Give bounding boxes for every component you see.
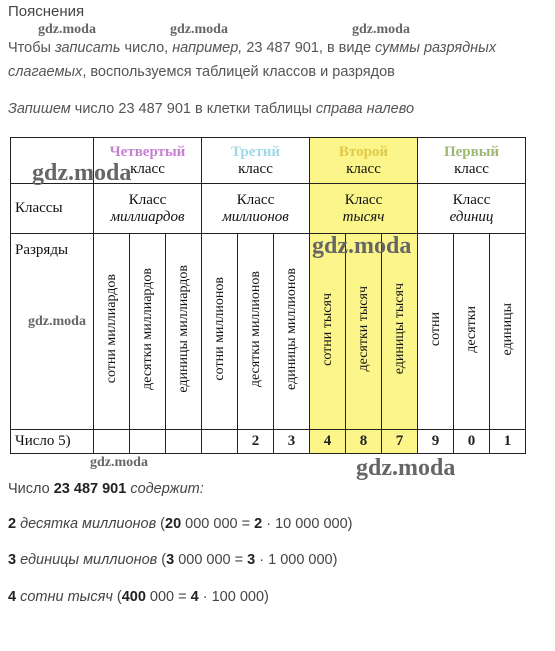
- write-line: Запишем число 23 487 901 в клетки таблицы справа налево: [8, 101, 415, 117]
- intro-line-1: Чтобы записать число, например, 23 487 901, в виде суммы разрядных: [8, 40, 497, 56]
- digit-cell: 1: [490, 430, 526, 454]
- ranks-label: Разряды: [11, 234, 94, 430]
- watermark: gdz.moda: [32, 160, 132, 186]
- result-line-1: Число 23 487 901 содержит:: [8, 481, 204, 497]
- top-class-3: Третий класс: [202, 138, 310, 184]
- top-class-2: Второй класс: [310, 138, 418, 184]
- digit-cell: [202, 430, 238, 454]
- class-thousands: Класс тысяч: [310, 184, 418, 234]
- classes-label: Классы: [11, 184, 94, 234]
- watermark: gdz.moda: [90, 455, 148, 470]
- digit-cell: [166, 430, 202, 454]
- digit-cell: 0: [454, 430, 490, 454]
- number-row: [11, 430, 526, 454]
- class-names-row: [11, 184, 526, 234]
- digit-cell: 9: [418, 430, 454, 454]
- class-billions: Класс миллиардов: [94, 184, 202, 234]
- top-class-4: Четвертый класс: [94, 138, 202, 184]
- rank-cell: сотни миллионов: [202, 234, 238, 430]
- digit-cell: 7: [382, 430, 418, 454]
- digit-cell: [130, 430, 166, 454]
- watermark: gdz.moda: [170, 22, 228, 37]
- watermark: gdz.moda: [356, 455, 456, 481]
- number-label: Число 5): [11, 430, 94, 454]
- result-line-4: 4 сотни тысяч (400 000 = 4 · 100 000): [8, 589, 269, 605]
- ranks-row: [11, 234, 526, 430]
- rank-cell: сотни миллиардов: [94, 234, 130, 430]
- watermark: gdz.moda: [312, 233, 412, 259]
- rank-cell: десятки миллионов: [238, 234, 274, 430]
- rank-cell: десятки миллиардов: [130, 234, 166, 430]
- rank-cell: единицы миллионов: [274, 234, 310, 430]
- digit-cell: 2: [238, 430, 274, 454]
- class-units: Класс единиц: [418, 184, 526, 234]
- rank-cell: единицы миллиардов: [166, 234, 202, 430]
- class-millions: Класс миллионов: [202, 184, 310, 234]
- watermark: gdz.moda: [28, 314, 86, 329]
- rank-cell: десятки тысяч: [346, 234, 382, 430]
- rank-cell: сотни: [418, 234, 454, 430]
- digit-cell: 8: [346, 430, 382, 454]
- page-title: Пояснения: [8, 3, 85, 20]
- digit-cell: 4: [310, 430, 346, 454]
- digit-cell: 3: [274, 430, 310, 454]
- rank-cell: единицы тысяч: [382, 234, 418, 430]
- rank-cell: десятки: [454, 234, 490, 430]
- digit-cell: [94, 430, 130, 454]
- intro-line-2: слагаемых, воспользуемся таблицей классов и разрядов: [8, 64, 395, 80]
- result-line-3: 3 единицы миллионов (3 000 000 = 3 · 1 000 000): [8, 552, 338, 568]
- rank-cell: единицы: [490, 234, 526, 430]
- watermark: gdz.moda: [352, 22, 410, 37]
- top-class-1: Первый класс: [418, 138, 526, 184]
- result-line-2: 2 десятка миллионов (20 000 000 = 2 · 10 000 000): [8, 516, 353, 532]
- rank-cell: сотни тысяч: [310, 234, 346, 430]
- watermark: gdz.moda: [38, 22, 96, 37]
